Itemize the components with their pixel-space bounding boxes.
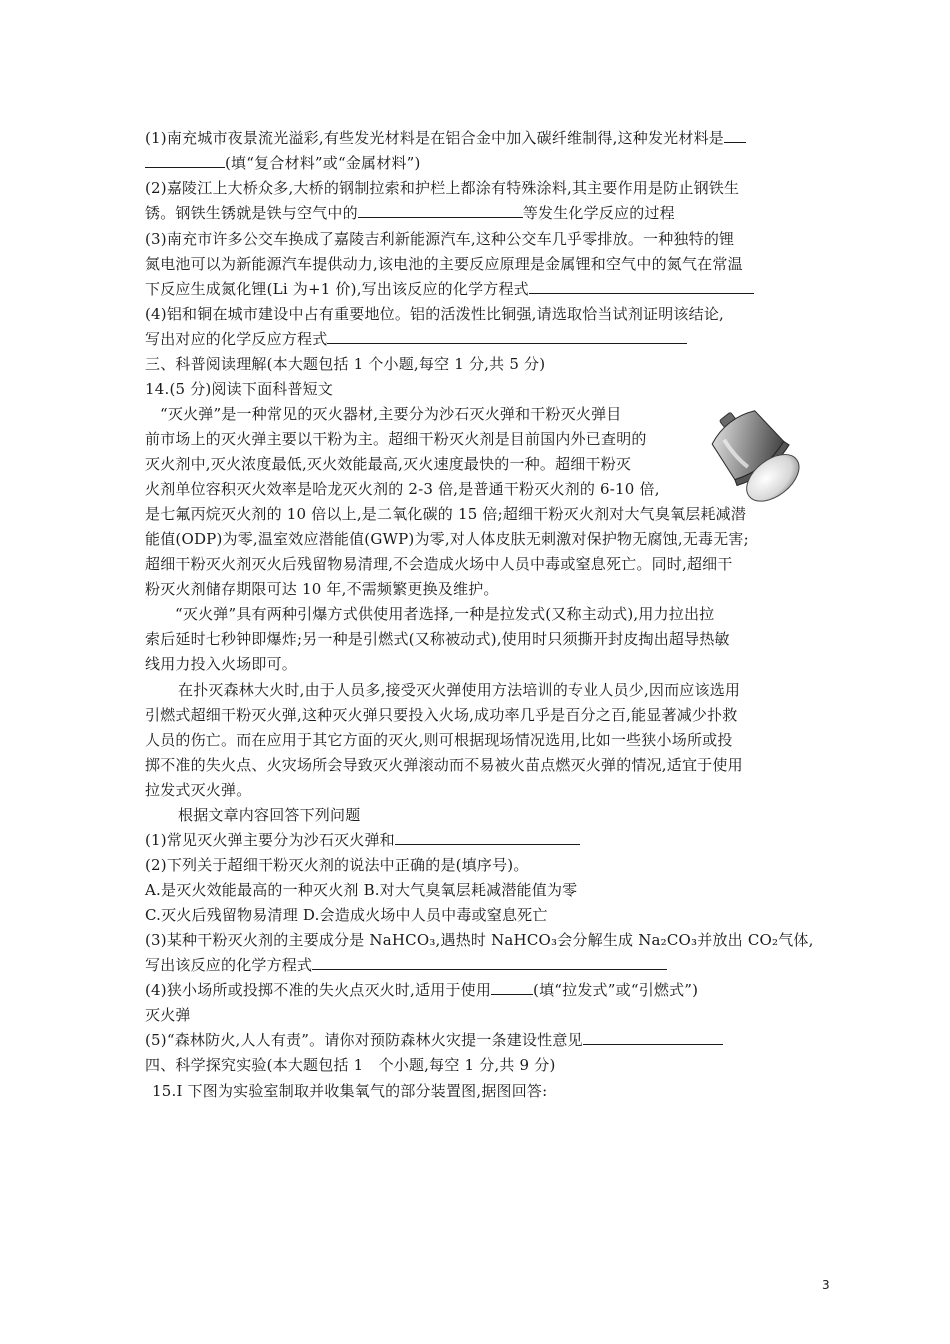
answer-blank[interactable] [583,1029,723,1045]
q14-subq1: (1)常见灭火弹主要分为沙石灭火弹和 [145,829,580,851]
q13-part1-line1: (1)南充城市夜景流光溢彩,有些发光材料是在铝合金中加入碳纤维制得,这种发光材料是 [145,127,746,149]
answer-blank[interactable] [395,829,580,845]
q14-subq5: (5)“森林防火,人人有责”。请你对预防森林火灾提一条建设性意见 [145,1029,723,1051]
q14-para2-line: 线用力投入火场即可。 [145,655,298,673]
q13-part2-line2: 锈。钢铁生锈就是铁与空气中的 等发生化学反应的过程 [145,204,675,222]
q14-para1-line: 能值(ODP)为零,温室效应潜能值(GWP)为零,对人体皮肤无刺激对保护物无腐蚀,无毒无害; [145,530,749,548]
q14-options-cd: C.灭火后残留物易清理 D.会造成火场中人员中毒或窒息死亡 [145,906,548,924]
q14-para1-line: 超细干粉灭火剂灭火后残留物易清理,不会造成火场中人员中毒或窒息死亡。同时,超细干 [145,555,733,573]
q14-subq4-line2: 灭火弹 [145,1006,191,1024]
q14-para1-line: 粉灭火剂储存期限可达 10 年,不需频繁更换及维护。 [145,580,499,598]
answer-blank[interactable] [724,127,746,143]
q14-instruction: 根据文章内容回答下列问题 [178,806,361,824]
answer-blank[interactable] [145,152,225,168]
q14-para2-line: “灭火弹”具有两种引爆方式供使用者选择,一种是拉发式(又称主动式),用力拉出拉 [175,605,715,623]
q15-heading: 15.I 下图为实验室制取并收集氧气的部分装置图,据图回答: [152,1082,548,1100]
q14-para1-line: 火剂单位容积灭火效率是哈龙灭火剂的 2-3 倍,是普通干粉灭火剂的 6-10 倍, [145,480,660,498]
q14-para3-line: 掷不准的失火点、火灾场所会导致灭火弹滚动而不易被火苗点燃灭火弹的情况,适宜于使用 [145,756,743,774]
q14-para1-line: 是七氟丙烷灭火剂的 10 倍以上,是二氧化碳的 15 倍;超细干粉灭火剂对大气臭氧层耗减潜 [145,505,747,523]
q14-para2-line: 索后延时七秒钟即爆炸;另一种是引燃式(又称被动式),使用时只须撕开封皮掏出超导热敏 [145,630,730,648]
q14-para3-line: 拉发式灭火弹。 [145,781,252,799]
q13-part3-line1: (3)南充市许多公交车换成了嘉陵吉利新能源汽车,这种公交车几乎零排放。一种独特的锂 [145,230,735,248]
q13-part3-line2: 氮电池可以为新能源汽车提供动力,该电池的主要反应原理是金属锂和空气中的氮气在常温 [145,255,743,273]
fire-extinguisher-bomb-illustration [700,400,810,505]
section-3-heading: 三、科普阅读理解(本大题包括 1 个小题,每空 1 分,共 5 分) [145,355,546,373]
q14-para1-line: 灭火剂中,灭火浓度最低,灭火效能最高,灭火速度最快的一种。超细干粉灭 [145,455,632,473]
q14-para3-line: 引燃式超细干粉灭火弹,这种灭火弹只要投入火场,成功率几乎是百分之百,能显著减少扑救 [145,706,738,724]
answer-blank[interactable] [358,202,523,218]
section-4-heading: 四、科学探究实验(本大题包括 1 个小题,每空 1 分,共 9 分) [145,1056,556,1074]
q14-para1-line: 前市场上的灭火弹主要以干粉为主。超细干粉灭火剂是目前国内外已查明的 [145,430,647,448]
q14-subq3-line1: (3)某种干粉灭火剂的主要成分是 NaHCO₃,遇热时 NaHCO₃会分解生成 Na₂CO₃并放出 CO₂气体, [145,931,814,949]
q14-subq4-line1: (4)狭小场所或投掷不准的失火点灭火时,适用于使用 (填“拉发式”或“引燃式”) [145,981,699,999]
page-number: 3 [822,1278,830,1292]
q14-options-ab: A.是灭火效能最高的一种灭火剂 B.对大气臭氧层耗减潜能值为零 [145,881,578,899]
answer-blank[interactable] [312,954,667,970]
q14-subq3-line2: 写出该反应的化学方程式 [145,954,667,976]
q13-part4-line2: 写出对应的化学反应方程式 [145,328,687,350]
q14-heading: 14.(5 分)阅读下面科普短文 [145,380,334,398]
q13-part4-line1: (4)铝和铜在城市建设中占有重要地位。铝的活泼性比铜强,请选取恰当试剂证明该结论, [145,305,724,323]
q14-subq2: (2)下列关于超细干粉灭火剂的说法中正确的是(填序号)。 [145,856,529,874]
q14-para3-line: 人员的伤亡。而在应用于其它方面的灭火,则可根据现场情况选用,比如一些狭小场所或投 [145,731,733,749]
q13-part2-line1: (2)嘉陵江上大桥众多,大桥的钢制拉索和护栏上都涂有特殊涂料,其主要作用是防止钢铁生 [145,179,740,197]
q13-part1-line2: (填“复合材料”或“金属材料”) [145,152,421,174]
answer-blank[interactable] [491,979,533,995]
answer-blank[interactable] [327,328,687,344]
q13-part3-line3: 下反应生成氮化锂(Li 为+1 价),写出该反应的化学方程式 [145,278,754,300]
q14-para3-line: 在扑灭森林大火时,由于人员多,接受灭火弹使用方法培训的专业人员少,因而应该选用 [178,681,741,699]
q14-para1-line: “灭火弹”是一种常见的灭火器材,主要分为沙石灭火弹和干粉灭火弹目 [160,405,622,423]
answer-blank[interactable] [529,278,754,294]
